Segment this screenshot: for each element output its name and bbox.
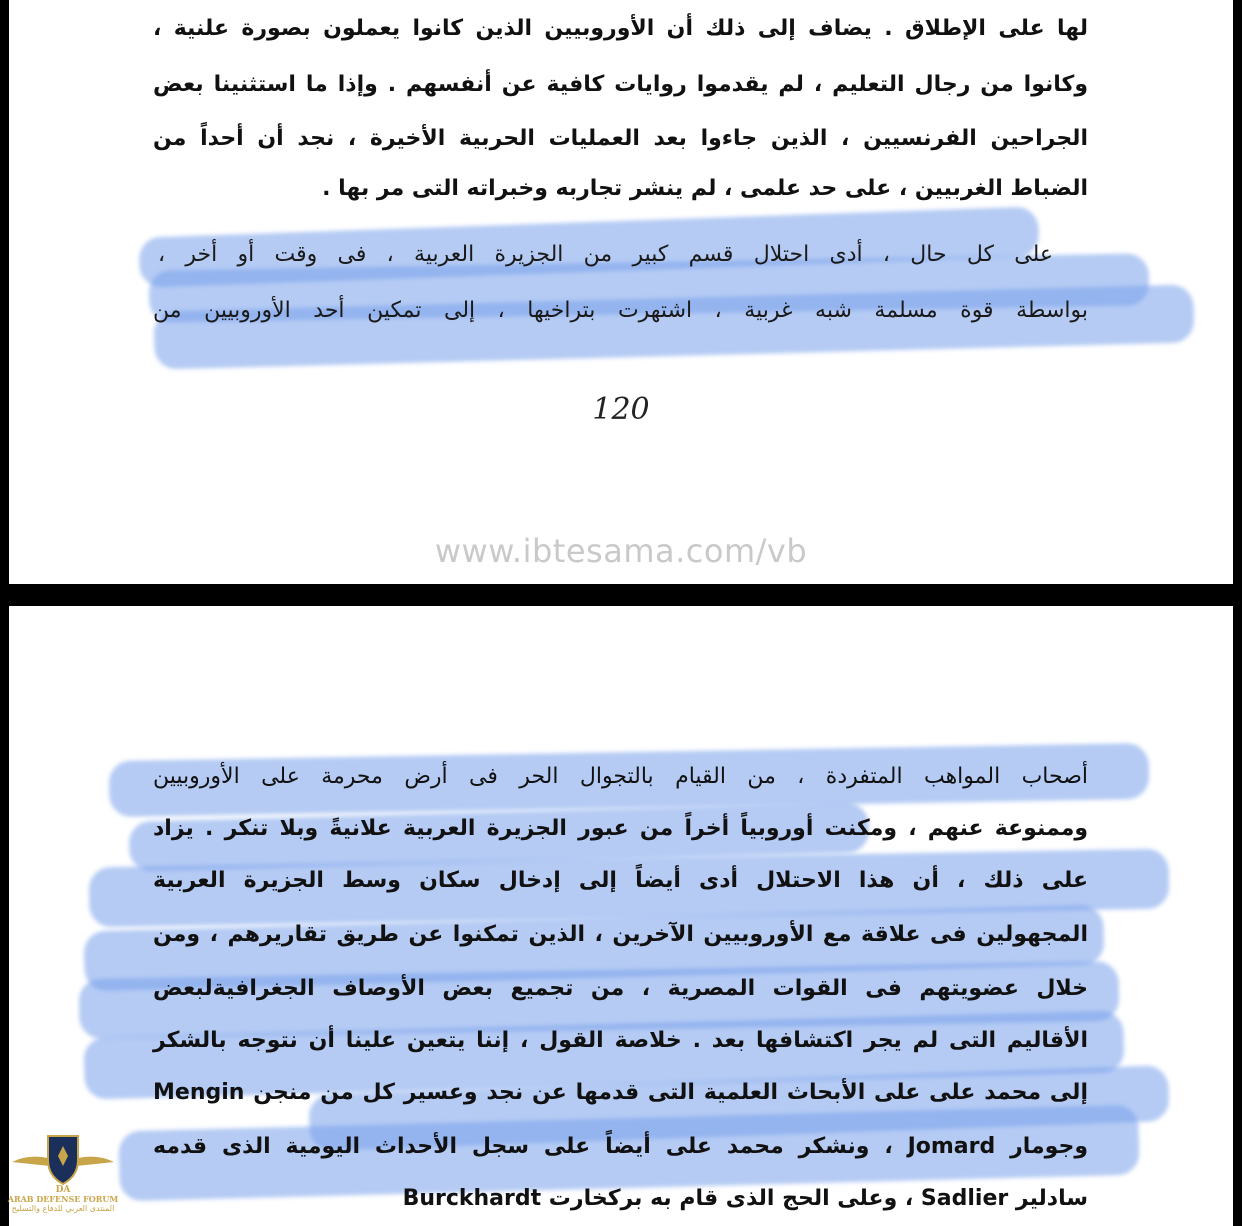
paragraph-line: أصحاب المواهب المتفردة ، من القيام بالتجوال الحر فى أرض محرمة على الأوروبيين (153, 764, 1088, 789)
paragraph-line: وممنوعة عنهم ، ومكنت أوروبياً أخراً من عبور الجزيرة العربية علانيةً وبلا تنكر . يزاد (153, 816, 1088, 841)
paragraph-line: بواسطة قوة مسلمة شبه غربية ، اشتهرت بتراخيها ، إلى تمكين أحد الأوروبيين من (153, 298, 1088, 323)
forum-logo (4, 1132, 122, 1226)
paragraph-line: وكانوا من رجال التعليم ، لم يقدموا روايات كافية عن أنفسهم . وإذا ما استثنينا بعض (153, 72, 1088, 97)
paragraph-line: لها على الإطلاق . يضاف إلى ذلك أن الأوروبيين الذين كانوا يعملون بصورة علنية ، (153, 16, 1088, 41)
top-page (9, 0, 1233, 584)
paragraph-line: الأقاليم التى لم يجر اكتشافها بعد . خلاصة القول ، إننا يتعين علينا أن نتوجه بالشكر (153, 1028, 1088, 1053)
logo-initials: DA (55, 1185, 71, 1194)
paragraph-line: على ذلك ، أن هذا الاحتلال أدى أيضاً إلى إدخال سكان وسط الجزيرة العربية (153, 868, 1088, 893)
paragraph-line: على كل حال ، أدى احتلال قسم كبير من الجزيرة العربية ، فى وقت أو أخر ، (158, 242, 1053, 267)
bottom-page-text (9, 606, 1233, 1226)
watermark: www.ibtesama.com/vb (434, 532, 808, 570)
logo-title: ARAB DEFENSE FORUM (7, 1194, 119, 1204)
paragraph-line: سادلير Sadlier ، وعلى الحج الذى قام به بركخارت Burckhardt (402, 1186, 1088, 1211)
page-number: 120 (592, 392, 650, 427)
paragraph-line: إلى محمد على على الأبحاث العلمية التى قدمها عن نجد وعسير كل من منجن Mengin (153, 1080, 1088, 1105)
logo-subtitle: المنتدى العربي للدفاع والتسليح (11, 1204, 115, 1213)
page-separator (0, 584, 1242, 606)
paragraph-line: خلال عضويتهم فى القوات المصرية ، من تجميع بعض الأوصاف الجغرافيةلبعض (153, 976, 1088, 1001)
paragraph-line: الضباط الغربيين ، على حد علمى ، لم ينشر تجاربه وخبراته التى مر بها . (322, 176, 1088, 201)
paragraph-line: المجهولين فى علاقة مع الأوروبيين الآخرين ، الذين تمكنوا عن طريق تقاريرهم ، ومن (153, 922, 1088, 947)
top-page-text (9, 0, 1233, 584)
shield-wings-icon (8, 1132, 118, 1194)
paragraph-line: الجراحين الفرنسيين ، الذين جاءوا بعد العمليات الحربية الأخيرة ، نجد أن أحداً من (153, 126, 1088, 151)
paragraph-line: وجومار Jomard ، ونشكر محمد على أيضاً على سجل الأحداث اليومية الذى قدمه (153, 1134, 1088, 1159)
bottom-page (9, 606, 1233, 1226)
